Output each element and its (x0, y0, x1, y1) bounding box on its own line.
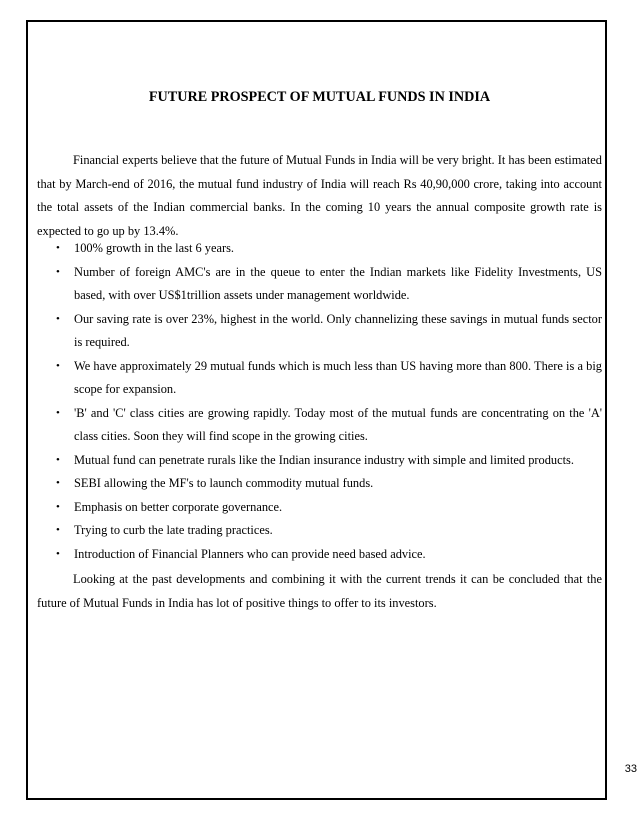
list-item (37, 261, 602, 308)
intro-paragraph: Financial experts believe that the future of Mutual Funds in India will be very bright. It has been estimated that by March-end of 2016, the mutual fund industry of India will reach Rs 40,90,000 crore, taking into account the total assets of the Indian commercial banks. In the coming 10 years the annual composite growth rate is expected to go up by 13.4%. (37, 153, 602, 238)
list-item-text: 'B' and 'C' class cities are growing rapidly. Today most of the mutual funds are concentrating on the 'A' class cities. Soon they will find scope in the growing cities. (74, 405, 602, 443)
page-title: FUTURE PROSPECT OF MUTUAL FUNDS IN INDIA (148, 89, 491, 105)
list-item (37, 355, 602, 402)
list-item-text: We have approximately 29 mutual funds which is much less than US having more than 800. There is a big scope for expansion. (74, 358, 602, 396)
list-item (37, 308, 602, 355)
list-item (37, 237, 602, 261)
closing-paragraph: Looking at the past developments and combining it with the current trends it can be concluded that the future of Mutual Funds in India has lot of positive things to offer to its investors. (37, 572, 602, 610)
list-item-text: Trying to curb the late trading practices. (74, 523, 273, 537)
list-item-text: Our saving rate is over 23%, highest in the world. Only channelizing these savings in mutual funds sector is required. (74, 311, 602, 349)
list-item (37, 402, 602, 449)
bullet-list (37, 237, 602, 566)
list-item-text: SEBI allowing the MF's to launch commodity mutual funds. (74, 476, 374, 490)
bullet-icon: • (56, 453, 60, 466)
page-number: 33 (624, 763, 637, 775)
list-item (37, 543, 602, 567)
list-item (37, 472, 602, 496)
bullet-icon: • (56, 265, 60, 278)
bullet-icon: • (56, 359, 60, 372)
bullet-icon: • (56, 406, 60, 419)
list-item-text: Introduction of Financial Planners who can provide need based advice. (74, 546, 426, 561)
bullet-icon: • (56, 547, 60, 560)
list-item-text: Emphasis on better corporate governance. (74, 499, 283, 514)
bullet-icon: • (56, 312, 60, 325)
bullet-icon: • (56, 477, 60, 489)
list-item-text: Number of foreign AMC's are in the queue to enter the Indian markets like Fidelity Investments, US based, with over US$1trillion assets under management worldwide. (74, 264, 602, 302)
bullet-icon: • (56, 242, 60, 254)
list-item-text: Mutual fund can penetrate rurals like the Indian insurance industry with simple and limited products. (74, 452, 574, 467)
list-item (37, 519, 602, 543)
bullet-icon: • (56, 524, 60, 536)
list-item (37, 496, 602, 520)
bullet-icon: • (56, 500, 60, 513)
list-item-text: 100% growth in the last 6 years. (74, 241, 235, 255)
list-item (37, 449, 602, 473)
